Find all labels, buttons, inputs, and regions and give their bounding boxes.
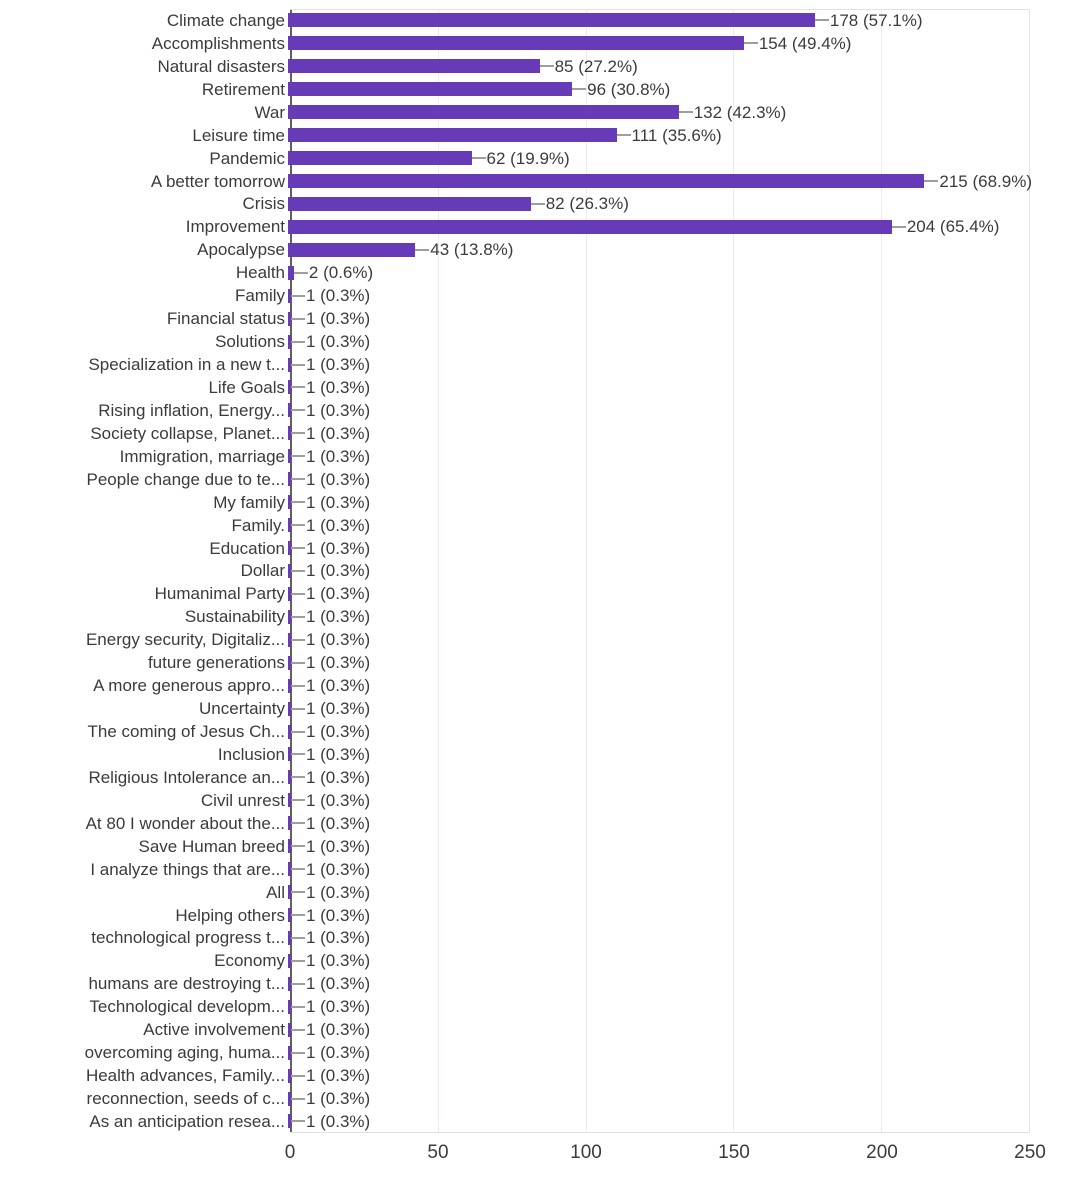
- value-label: 1 (0.3%): [305, 653, 371, 673]
- category-label: Society collapse, Planet...: [90, 423, 285, 443]
- category-label: Health advances, Family...: [85, 1066, 285, 1086]
- bar-row: [0, 101, 1073, 124]
- bar-row: [0, 949, 1073, 972]
- value-label: 1 (0.3%): [305, 744, 371, 764]
- value-label: 1 (0.3%): [305, 767, 371, 787]
- value-label: 1 (0.3%): [305, 676, 371, 696]
- bar-track: [288, 949, 1028, 972]
- value-label: 132 (42.3%): [693, 102, 787, 122]
- value-label: 1 (0.3%): [305, 790, 371, 810]
- value-label: 1 (0.3%): [305, 400, 371, 420]
- rows-layer: [0, 9, 1073, 1133]
- value-label: 1 (0.3%): [305, 836, 371, 856]
- bar-row: [0, 835, 1073, 858]
- bar-row: [0, 537, 1073, 560]
- value-label: 1 (0.3%): [305, 538, 371, 558]
- leader-line: [291, 983, 305, 985]
- bar: [288, 243, 415, 257]
- bar-row: [0, 674, 1073, 697]
- category-label: A more generous appro...: [93, 676, 285, 696]
- bar-row: [0, 1110, 1073, 1133]
- category-label: Leisure time: [192, 125, 285, 145]
- bar-row: [0, 55, 1073, 78]
- bar-track: [288, 560, 1028, 583]
- bar: [288, 151, 472, 165]
- bar-track: [288, 605, 1028, 628]
- bar-track: [288, 238, 1028, 261]
- category-label: Crisis: [242, 194, 285, 214]
- bar-row: [0, 766, 1073, 789]
- bar: [288, 105, 679, 119]
- x-tick-label: 250: [1014, 1142, 1046, 1163]
- bar-track: [288, 697, 1028, 720]
- bar-track: [288, 55, 1028, 78]
- bar-track: [288, 628, 1028, 651]
- bar-row: [0, 147, 1073, 170]
- value-label: 1 (0.3%): [305, 951, 371, 971]
- leader-line: [291, 1120, 305, 1122]
- bar-track: [288, 1087, 1028, 1110]
- bar: [288, 197, 531, 211]
- bar-row: [0, 927, 1073, 950]
- bar-track: [288, 330, 1028, 353]
- x-tick-label: 50: [427, 1142, 449, 1163]
- bar-track: [288, 445, 1028, 468]
- category-label: Energy security, Digitaliz...: [85, 630, 285, 650]
- category-label: My family: [213, 492, 285, 512]
- category-label: Civil unrest: [200, 790, 285, 810]
- category-label: Rising inflation, Energy...: [98, 400, 285, 420]
- leader-line: [892, 226, 906, 228]
- value-label: 1 (0.3%): [305, 859, 371, 879]
- bar: [288, 128, 617, 142]
- value-label: 1 (0.3%): [305, 722, 371, 742]
- bar-row: [0, 170, 1073, 193]
- bar-row: [0, 881, 1073, 904]
- bar-row: [0, 1041, 1073, 1064]
- bar-track: [288, 514, 1028, 537]
- leader-line: [291, 455, 305, 457]
- category-label: Sustainability: [184, 607, 285, 627]
- category-label: Climate change: [166, 10, 285, 30]
- value-label: 2 (0.6%): [308, 263, 374, 283]
- bar-row: [0, 651, 1073, 674]
- leader-line: [291, 341, 305, 343]
- leader-line: [291, 776, 305, 778]
- bar: [288, 174, 924, 188]
- category-label: Family: [234, 286, 285, 306]
- leader-line: [291, 891, 305, 893]
- bar-track: [288, 674, 1028, 697]
- leader-line: [291, 593, 305, 595]
- category-label: Uncertainty: [199, 699, 285, 719]
- leader-line: [291, 1029, 305, 1031]
- leader-line: [291, 685, 305, 687]
- bar-track: [288, 881, 1028, 904]
- leader-line: [291, 386, 305, 388]
- leader-line: [291, 318, 305, 320]
- category-label: Life Goals: [208, 377, 285, 397]
- value-label: 1 (0.3%): [305, 1020, 371, 1040]
- leader-line: [291, 822, 305, 824]
- bar-track: [288, 353, 1028, 376]
- category-label: Improvement: [185, 217, 285, 237]
- bar-row: [0, 238, 1073, 261]
- value-label: 1 (0.3%): [305, 309, 371, 329]
- category-label: Humanimal Party: [154, 584, 285, 604]
- category-label: Immigration, marriage: [119, 446, 285, 466]
- bar-track: [288, 193, 1028, 216]
- bar: [288, 13, 815, 27]
- bar-track: [288, 582, 1028, 605]
- value-label: 1 (0.3%): [305, 607, 371, 627]
- leader-line: [415, 249, 429, 251]
- bar-row: [0, 330, 1073, 353]
- category-label: Family.: [231, 515, 285, 535]
- bar-row: [0, 491, 1073, 514]
- category-label: future generations: [147, 653, 285, 673]
- leader-line: [291, 753, 305, 755]
- leader-line: [291, 1098, 305, 1100]
- bar-row: [0, 514, 1073, 537]
- value-label: 85 (27.2%): [554, 56, 638, 76]
- bar-track: [288, 284, 1028, 307]
- category-label: I analyze things that are...: [90, 859, 285, 879]
- value-label: 1 (0.3%): [305, 1043, 371, 1063]
- bar-track: [288, 1018, 1028, 1041]
- category-label: Save Human breed: [138, 836, 285, 856]
- bar-track: [288, 124, 1028, 147]
- bar: [288, 82, 572, 96]
- leader-line: [679, 111, 693, 113]
- leader-line: [815, 19, 829, 21]
- category-label: Religious Intolerance an...: [88, 767, 285, 787]
- leader-line: [291, 570, 305, 572]
- category-label: overcoming aging, huma...: [84, 1043, 285, 1063]
- category-label: Pandemic: [209, 148, 285, 168]
- x-axis: [284, 1138, 1046, 1168]
- bar-row: [0, 284, 1073, 307]
- leader-line: [617, 134, 631, 136]
- bar-track: [288, 743, 1028, 766]
- bar-row: [0, 743, 1073, 766]
- bar-row: [0, 628, 1073, 651]
- bar-track: [288, 766, 1028, 789]
- bar-track: [288, 307, 1028, 330]
- value-label: 1 (0.3%): [305, 1111, 371, 1131]
- value-label: 1 (0.3%): [305, 997, 371, 1017]
- bar-track: [288, 9, 1028, 32]
- bar-track: [288, 32, 1028, 55]
- category-label: Inclusion: [217, 744, 285, 764]
- bar-row: [0, 1087, 1073, 1110]
- category-label: Education: [209, 538, 285, 558]
- bar-track: [288, 147, 1028, 170]
- value-label: 1 (0.3%): [305, 492, 371, 512]
- bar-track: [288, 835, 1028, 858]
- value-label: 178 (57.1%): [829, 10, 923, 30]
- bar-track: [288, 904, 1028, 927]
- value-label: 1 (0.3%): [305, 882, 371, 902]
- leader-line: [540, 65, 554, 67]
- leader-line: [291, 364, 305, 366]
- bar-track: [288, 1064, 1028, 1087]
- category-label: Dollar: [240, 561, 285, 581]
- value-label: 1 (0.3%): [305, 1089, 371, 1109]
- bar-track: [288, 927, 1028, 950]
- leader-line: [291, 295, 305, 297]
- category-label: As an anticipation resea...: [89, 1111, 285, 1131]
- bar-row: [0, 1064, 1073, 1087]
- category-label: At 80 I wonder about the...: [85, 813, 285, 833]
- leader-line: [291, 547, 305, 549]
- bar-row: [0, 812, 1073, 835]
- bar-row: [0, 193, 1073, 216]
- value-label: 215 (68.9%): [939, 171, 1033, 191]
- leader-line: [744, 42, 758, 44]
- bar-track: [288, 537, 1028, 560]
- category-label: Specialization in a new t...: [88, 355, 285, 375]
- bar-row: [0, 605, 1073, 628]
- category-label: People change due to te...: [86, 469, 285, 489]
- bar-row: [0, 307, 1073, 330]
- bar-row: [0, 215, 1073, 238]
- value-label: 43 (13.8%): [430, 240, 514, 260]
- bar-track: [288, 1110, 1028, 1133]
- leader-line: [291, 799, 305, 801]
- leader-line: [291, 616, 305, 618]
- value-label: 204 (65.4%): [906, 217, 1000, 237]
- value-label: 96 (30.8%): [587, 79, 671, 99]
- value-label: 1 (0.3%): [305, 905, 371, 925]
- bar-row: [0, 124, 1073, 147]
- leader-line: [291, 409, 305, 411]
- bar-row: [0, 468, 1073, 491]
- bar-track: [288, 812, 1028, 835]
- bar-row: [0, 422, 1073, 445]
- leader-line: [291, 501, 305, 503]
- bar: [288, 59, 540, 73]
- bar-track: [288, 170, 1033, 193]
- bar-row: [0, 582, 1073, 605]
- bar-row: [0, 353, 1073, 376]
- leader-line: [291, 960, 305, 962]
- category-label: A better tomorrow: [150, 171, 285, 191]
- leader-line: [291, 731, 305, 733]
- value-label: 1 (0.3%): [305, 423, 371, 443]
- leader-line: [291, 708, 305, 710]
- bar-row: [0, 78, 1073, 101]
- bar: [288, 220, 892, 234]
- bar-track: [288, 101, 1028, 124]
- bar-row: [0, 995, 1073, 1018]
- bar-row: [0, 697, 1073, 720]
- bar: [288, 36, 744, 50]
- category-label: Health: [235, 263, 285, 283]
- bar-track: [288, 376, 1028, 399]
- value-label: 1 (0.3%): [305, 1066, 371, 1086]
- category-label: Active involvement: [143, 1020, 285, 1040]
- value-label: 154 (49.4%): [758, 33, 852, 53]
- category-label: humans are destroying t...: [88, 974, 285, 994]
- bar-track: [288, 858, 1028, 881]
- leader-line: [291, 937, 305, 939]
- bar-track: [288, 1041, 1028, 1064]
- value-label: 1 (0.3%): [305, 355, 371, 375]
- bar-track: [288, 651, 1028, 674]
- value-label: 62 (19.9%): [486, 148, 570, 168]
- x-tick-label: 200: [866, 1142, 898, 1163]
- bar-track: [288, 399, 1028, 422]
- leader-line: [291, 1052, 305, 1054]
- category-label: Accomplishments: [151, 33, 285, 53]
- x-tick-label: 0: [284, 1142, 296, 1163]
- value-label: 1 (0.3%): [305, 974, 371, 994]
- category-label: technological progress t...: [91, 928, 285, 948]
- value-label: 1 (0.3%): [305, 286, 371, 306]
- bar-track: [288, 261, 1028, 284]
- leader-line: [291, 845, 305, 847]
- value-label: 1 (0.3%): [305, 377, 371, 397]
- bar-row: [0, 9, 1073, 32]
- x-tick-label: 150: [718, 1142, 750, 1163]
- category-label: Financial status: [166, 309, 285, 329]
- x-tick-label: 100: [570, 1142, 602, 1163]
- value-label: 1 (0.3%): [305, 584, 371, 604]
- leader-line: [291, 914, 305, 916]
- leader-line: [291, 1006, 305, 1008]
- leader-line: [291, 524, 305, 526]
- leader-line: [294, 272, 308, 274]
- bar-row: [0, 32, 1073, 55]
- leader-line: [291, 868, 305, 870]
- leader-line: [472, 157, 486, 159]
- bar-track: [288, 78, 1028, 101]
- bar-row: [0, 904, 1073, 927]
- value-label: 1 (0.3%): [305, 515, 371, 535]
- bar-track: [288, 995, 1028, 1018]
- value-label: 1 (0.3%): [305, 813, 371, 833]
- leader-line: [924, 180, 938, 182]
- category-label: Technological developm...: [89, 997, 285, 1017]
- category-label: All: [266, 882, 285, 902]
- category-label: Apocalypse: [197, 240, 285, 260]
- leader-line: [291, 639, 305, 641]
- bar-track: [288, 468, 1028, 491]
- leader-line: [531, 203, 545, 205]
- leader-line: [291, 1075, 305, 1077]
- category-label: Retirement: [201, 79, 285, 99]
- bar-row: [0, 720, 1073, 743]
- bar-row: [0, 858, 1073, 881]
- bar-track: [288, 720, 1028, 743]
- bar-track: [288, 789, 1028, 812]
- category-label: War: [254, 102, 285, 122]
- bar-row: [0, 376, 1073, 399]
- bar-track: [288, 422, 1028, 445]
- value-label: 1 (0.3%): [305, 469, 371, 489]
- bar-row: [0, 445, 1073, 468]
- category-label: Solutions: [215, 332, 285, 352]
- value-label: 1 (0.3%): [305, 446, 371, 466]
- bar-row: [0, 261, 1073, 284]
- bar-row: [0, 399, 1073, 422]
- leader-line: [291, 478, 305, 480]
- value-label: 1 (0.3%): [305, 699, 371, 719]
- value-label: 1 (0.3%): [305, 630, 371, 650]
- value-label: 82 (26.3%): [545, 194, 629, 214]
- leader-line: [291, 432, 305, 434]
- leader-line: [291, 662, 305, 664]
- value-label: 111 (35.6%): [631, 125, 722, 145]
- bar-row: [0, 972, 1073, 995]
- bar-track: [288, 491, 1028, 514]
- bar-row: [0, 789, 1073, 812]
- value-label: 1 (0.3%): [305, 928, 371, 948]
- category-label: Economy: [214, 951, 285, 971]
- bar-track: [288, 972, 1028, 995]
- bar-row: [0, 1018, 1073, 1041]
- category-label: Helping others: [175, 905, 285, 925]
- category-label: reconnection, seeds of c...: [86, 1089, 285, 1109]
- bar-track: [288, 215, 1028, 238]
- value-label: 1 (0.3%): [305, 332, 371, 352]
- category-label: The coming of Jesus Ch...: [87, 722, 285, 742]
- category-label: Natural disasters: [157, 56, 285, 76]
- leader-line: [572, 88, 586, 90]
- bar-row: [0, 560, 1073, 583]
- value-label: 1 (0.3%): [305, 561, 371, 581]
